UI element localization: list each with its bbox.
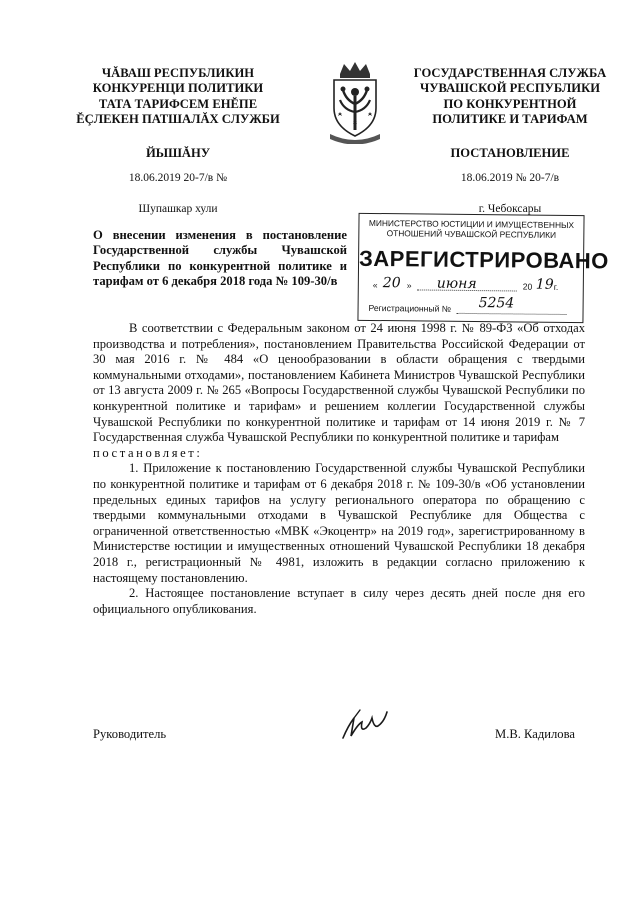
stamp-reg-row xyxy=(368,295,578,318)
stamp-month: июня xyxy=(436,275,477,293)
date-number-right: 18.06.2019 № 20-7/в xyxy=(460,172,560,184)
decree-word: постановляет: xyxy=(93,445,203,460)
stamp-org-line: ОТНОШЕНИЙ ЧУВАШСКОЙ РЕСПУБЛИКИ xyxy=(386,228,557,240)
stamp-title: ЗАРЕГИСТРИРОВАНО xyxy=(358,245,609,274)
header-left-line: КОНКУРЕНЦИ ПОЛИТИКИ xyxy=(92,81,264,96)
document-body xyxy=(93,321,585,617)
header-right-line: ГОСУДАРСТВЕННАЯ СЛУЖБА xyxy=(413,66,607,80)
signatory-position: Руководитель xyxy=(93,727,167,741)
place-left: Шупашкар хули xyxy=(138,203,218,215)
signatory-name: М.В. Кадилова xyxy=(495,727,575,741)
header-right xyxy=(390,66,630,128)
item-paragraph: 1. Приложение к постановлению Государственной службы Чувашской Республики по конкурентной политике и тарифам от 6 декабря 2018 г. № 109-30/в «Об установлении предельных единых тарифов на услугу регионального оператора по обращению с твердыми коммунальными отходами в Чувашской Республике для Общества с ограниченной ответственностью «МВК «Экоцентр» на 2019 год», зарегистрированному в Министерстве юстиции и имущественных отношений Чувашской Республики 18 декабря 2018 г., регистрационный № 4981, изложить в редакции согласно приложению к настоящему постановлению. xyxy=(93,461,585,585)
header-right-line: ЧУВАШСКОЙ РЕСПУБЛИКИ xyxy=(419,81,600,96)
coat-of-arms-icon xyxy=(326,60,384,144)
header-left-line: ТАТА ТАРИФСЕМ ЕНĔПЕ xyxy=(98,96,258,111)
preamble-paragraph: В соответствии с Федеральным законом от 24 июня 1998 г. № 89-ФЗ «Об отходах производства и потребления», постановлением Правительства Российской Федерации от 30 мая 2016 г. № 484 «О ценообразовании в области обращения с твердыми коммунальными отходами», постановлением Кабинета Министров Чувашской Республики от 13 августа 2009 г. № 265 «Вопросы Государственной службы Чувашской Республики по конкурентной политике и тарифам» и решением коллегии Государственной службы Чувашской Республики по конкурентной политике и тарифам от 14 июня 2019 г. № 7 Государственная служба Чувашской Республики по конкурентной политике и тарифам xyxy=(93,321,585,445)
stamp-date-row: « 20 » июня 20 19 г. xyxy=(372,275,559,293)
header-left-line: ЧĂВАШ РЕСПУБЛИКИН xyxy=(101,66,255,80)
item-paragraph: 2. Настоящее постановление вступает в силу через десять дней после дня его официального опубликования. xyxy=(93,586,585,616)
stamp-year-suffix: 19 xyxy=(535,276,554,293)
header-left xyxy=(48,66,308,128)
stamp-org-line: МИНИСТЕРСТВО ЮСТИЦИИ И ИМУЩЕСТВЕННЫХ xyxy=(368,217,575,231)
doc-type-right: ПОСТАНОВЛЕНИЕ xyxy=(450,146,570,160)
stamp-reg-number: 5254 xyxy=(478,295,515,312)
stamp-day: 20 xyxy=(382,275,401,292)
date-number-left: 18.06.2019 20-7/в № xyxy=(128,172,228,184)
header-right-line: ПОЛИТИКЕ И ТАРИФАМ xyxy=(432,112,588,127)
document-title: О внесении изменения в постановление Государственной службы Чувашской Республики по конкурентной политике и тарифам от 6 декабря 2018 года № 109-30/в xyxy=(93,228,347,288)
stamp-reg-label: Регистрационный № xyxy=(368,302,452,314)
place-right: г. Чебоксары xyxy=(478,203,542,215)
doc-type-left: ЙЫШĂНУ xyxy=(145,146,211,160)
stamp-year-end: г. xyxy=(553,281,559,292)
header-right-line: ПО КОНКУРЕНТНОЙ xyxy=(443,96,577,111)
registration-stamp xyxy=(357,213,609,323)
stamp-year-prefix: 20 xyxy=(522,281,533,292)
handwritten-signature xyxy=(340,704,390,742)
header-left-line: ĔÇЛЕКЕН ПАТШАЛĂХ СЛУЖБИ xyxy=(76,112,280,127)
